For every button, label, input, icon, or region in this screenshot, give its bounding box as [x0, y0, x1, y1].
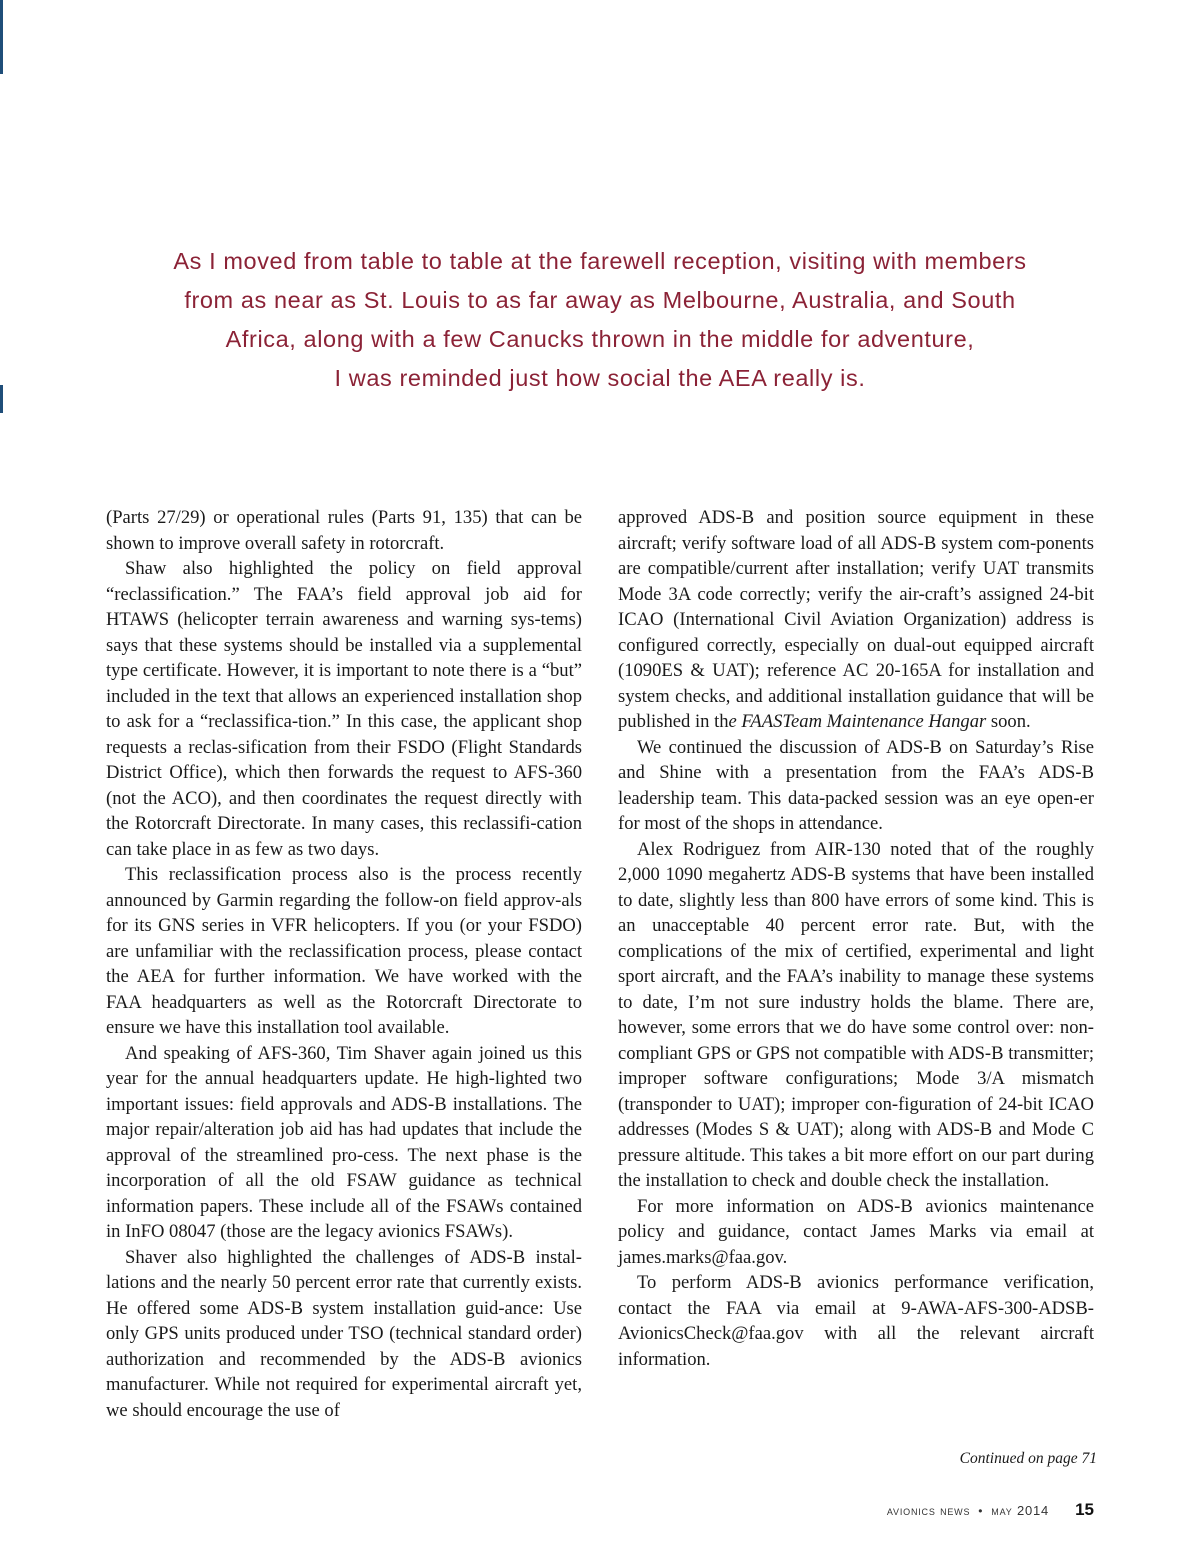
pull-quote-line: As I moved from table to table at the farewell reception, visiting with members	[173, 248, 1027, 274]
paragraph-tail: soon.	[986, 711, 1031, 732]
paragraph: Shaver also highlighted the challenges of ADS-B instal-lations and the nearly 50 percent error rate that currently exists. He offered some ADS-B system installation guid-ance: Use only GPS units produced under TSO (technical standard order) authorization and recommended by the ADS-B avionics manufacturer. While not required for experimental aircraft yet, we should encourage the use of	[106, 1246, 582, 1421]
paragraph: To perform ADS-B avionics performance verification, contact the FAA via email at 9-AWA-AFS-300-ADSB-AvionicsCheck@faa.gov with all the relevant aircraft information.	[618, 1272, 1094, 1370]
paragraph: This reclassification process also is the process recently announced by Garmin regarding the follow-on field approv-als for its GNS series in VFR helicopters. If you (or your FSDO) are unfamiliar with the reclassification process, please contact the AEA for further information. We have worked with the FAA headquarters as well as the Rotorcraft Directorate to ensure we have this installation tool available.	[106, 864, 582, 1038]
edge-mark-middle	[0, 385, 3, 413]
pull-quote-line: I was reminded just how social the AEA really is.	[334, 365, 866, 391]
pull-quote	[150, 242, 1050, 398]
edge-mark-top	[0, 0, 3, 74]
publication-title: e FAASTeam Maintenance Hangar	[728, 711, 987, 732]
paragraph: And speaking of AFS-360, Tim Shaver again joined us this year for the annual headquarters update. He high-lighted two important issues: field approvals and ADS-B installations. The major repair/alteration job aid has had updates that include the approval of the streamlined pro-cess. The next phase is the incorporation of all the old FSAW guidance as technical information papers. These include all of the FSAWs contained in InFO 08047 (those are the legacy avionics FSAWs).	[106, 1042, 582, 1242]
paragraph: Shaw also highlighted the policy on field approval “reclassification.” The FAA’s field approval job aid for HTAWS (helicopter terrain awareness and warning sys-tems) says that these systems should be installed via a supplemental type certificate. However, it is important to note there is a “but” included in the text that allows an experienced installation shop to ask for a “reclassifica-tion.” In this case, the applicant shop requests a reclas-sification from their FSDO (Flight Standards District Office), which then forwards the request to AFS-360 (not the ACO), and then coordinates the request directly with the Rotorcraft Directorate. In many cases, this reclassifi-cation can take place in as few as two days.	[106, 558, 582, 860]
pull-quote-line: Africa, along with a few Canucks thrown in the middle for adventure,	[225, 326, 975, 352]
pull-quote-line: from as near as St. Louis to as far away as Melbourne, Australia, and South	[184, 287, 1016, 313]
paragraph: Alex Rodriguez from AIR-130 noted that of the roughly 2,000 1090 megahertz ADS-B systems that have been installed to date, slightly less than 800 have errors of some kind. This is an unacceptable 40 percent error rate. But, with the complications of the mix of certified, experimental and light sport aircraft, and the FAA’s inability to manage these systems to date, I’m not sure industry holds the blame. There are, however, some errors that we do have some control over: non-compliant GPS or GPS not compatible with ADS-B transmitter; improper software configurations; Mode 3/A mismatch (transponder to UAT); improper con-figuration of 24-bit ICAO addresses (Modes S & UAT); along with ADS-B and Mode C pressure altitude. This takes a bit more effort on our part during the installation to check and double check the installation.	[618, 838, 1094, 1191]
page-footer	[887, 1500, 1094, 1520]
paragraph	[618, 505, 1094, 735]
page-number: 15	[1075, 1500, 1094, 1519]
paragraph-text: approved ADS-B and position source equipment in these aircraft; verify software load of all ADS-B system com-ponents are compatible/current after installation; verify UAT transmits Mode 3A code correctly; verify the air-craft’s assigned 24-bit ICAO (International Civil Aviation Organization) address is configured correctly, especially on dual-out equipped aircraft (1090ES & UAT); reference AC 20-165A for installation and system checks, and additional installation guidance that will be published in th	[618, 507, 1094, 732]
paragraph: For more information on ADS-B avionics maintenance policy and guidance, contact James Marks via email at james.marks@faa.gov.	[618, 1195, 1094, 1268]
publication-name: avionics news	[886, 1503, 971, 1518]
issue-date: may 2014	[991, 1503, 1050, 1518]
continued-note: Continued on page 71	[959, 1450, 1097, 1467]
paragraph: (Parts 27/29) or operational rules (Parts 91, 135) that can be shown to improve overall safety in rotorcraft.	[106, 507, 582, 554]
left-column	[106, 505, 582, 1423]
footer-bullet: •	[978, 1504, 984, 1518]
paragraph: We continued the discussion of ADS-B on Saturday’s Rise and Shine with a presentation from the FAA’s ADS-B leadership team. This data-packed session was an eye open-er for most of the shops in attendance.	[618, 736, 1094, 834]
right-column	[618, 505, 1094, 1372]
